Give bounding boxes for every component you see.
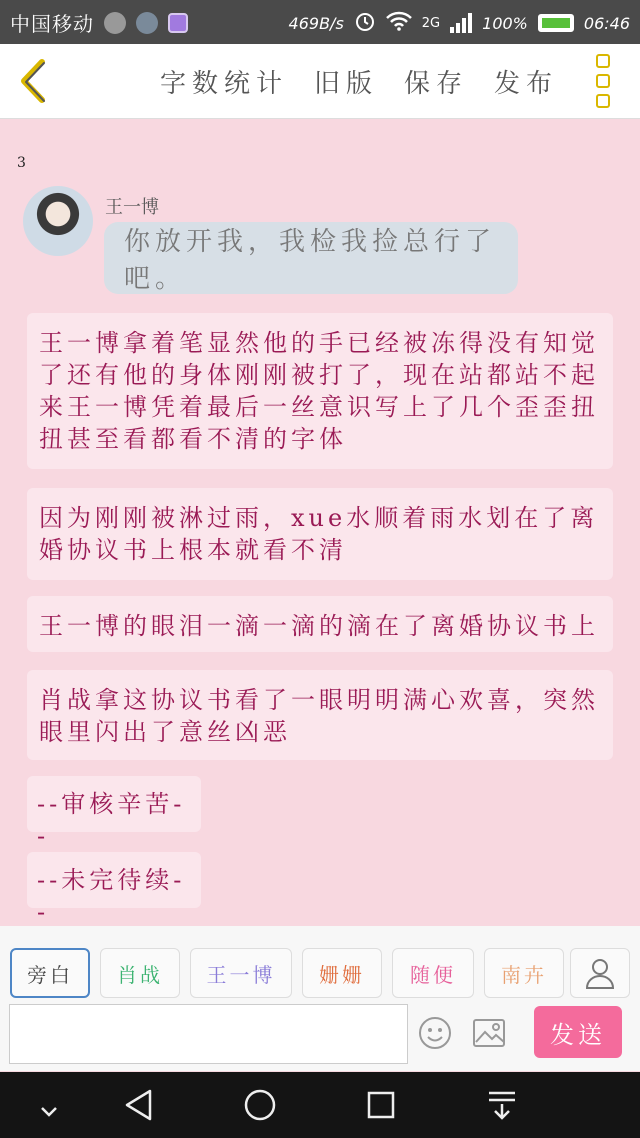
send-button[interactable]: 发送 [534, 1006, 622, 1058]
notification-pull-icon[interactable] [486, 1088, 518, 1122]
chevron-left-icon [14, 56, 54, 106]
carrier-label: 中国移动 [10, 12, 94, 36]
emoji-button[interactable] [418, 1016, 452, 1050]
net-speed: 469B/s [288, 13, 344, 33]
avatar-notification-icon [136, 12, 158, 34]
speaker-name: 王一博 [105, 197, 159, 218]
narration-block[interactable]: 王一博拿着笔显然他的手已经被冻得没有知觉了还有他的身体刚刚被打了，现在站都站不起来王一博凭着最后一丝意识写上了几个歪歪扭扭甚至看都看不清的字体 [27, 313, 613, 469]
narration-block[interactable]: 因为刚刚被淋过雨，xue水顺着雨水划在了离婚协议书上根本就看不清 [27, 488, 613, 580]
menu-dot [596, 54, 610, 68]
save-button[interactable]: 保存 [403, 68, 468, 99]
gallery-notification-icon [168, 13, 188, 33]
word-count-button[interactable]: 字数统计 [159, 68, 288, 99]
app-notification-icon [104, 12, 126, 34]
role-chip-nanhui[interactable]: 南卉 [484, 948, 564, 998]
role-chip-shanshan[interactable]: 姗姗 [302, 948, 382, 998]
alarm-icon [354, 10, 376, 36]
navigation-bar [0, 1072, 640, 1138]
menu-dot [596, 74, 610, 88]
image-button[interactable] [472, 1018, 506, 1048]
role-chip-xiaozhan[interactable]: 肖战 [100, 948, 180, 998]
role-chips [0, 948, 640, 998]
publish-button[interactable]: 发布 [493, 68, 558, 99]
status-bar [0, 0, 640, 44]
battery-icon [538, 14, 574, 32]
chevron-down-icon[interactable] [38, 1094, 60, 1128]
battery-level: 100% [482, 13, 528, 33]
avatar[interactable] [23, 186, 93, 256]
wifi-icon [386, 11, 412, 35]
back-button[interactable] [14, 56, 54, 106]
old-version-button[interactable]: 旧版 [313, 68, 378, 99]
recents-nav-icon[interactable] [366, 1088, 396, 1122]
smiley-icon [418, 1016, 452, 1050]
narration-block[interactable]: --审核辛苦-- [27, 776, 201, 832]
message-count: 3 [17, 155, 26, 171]
narration-block[interactable]: 肖战拿这协议书看了一眼明明满心欢喜，突然眼里闪出了意丝凶恶 [27, 670, 613, 760]
back-nav-icon[interactable] [122, 1088, 156, 1122]
chat-bubble[interactable]: 你放开我，我检我捡总行了吧。 [104, 222, 518, 294]
top-bar [0, 44, 640, 119]
signal-icon [450, 13, 472, 33]
user-icon [585, 957, 615, 989]
role-chip-wangyibo[interactable]: 王一博 [190, 948, 292, 998]
home-nav-icon[interactable] [243, 1088, 277, 1122]
role-chip-suibian[interactable]: 随便 [392, 948, 474, 998]
narration-block[interactable]: --未完待续-- [27, 852, 201, 908]
message-input[interactable] [9, 1004, 408, 1064]
network-type: 2G [421, 15, 441, 31]
image-icon [472, 1018, 506, 1048]
clock: 06:46 [583, 13, 630, 33]
menu-dot [596, 94, 610, 108]
more-menu-button[interactable] [596, 54, 616, 108]
role-chip-narration[interactable]: 旁白 [10, 948, 90, 998]
narration-block[interactable]: 王一博的眼泪一滴一滴的滴在了离婚协议书上 [27, 596, 613, 652]
add-role-button[interactable] [570, 948, 630, 998]
